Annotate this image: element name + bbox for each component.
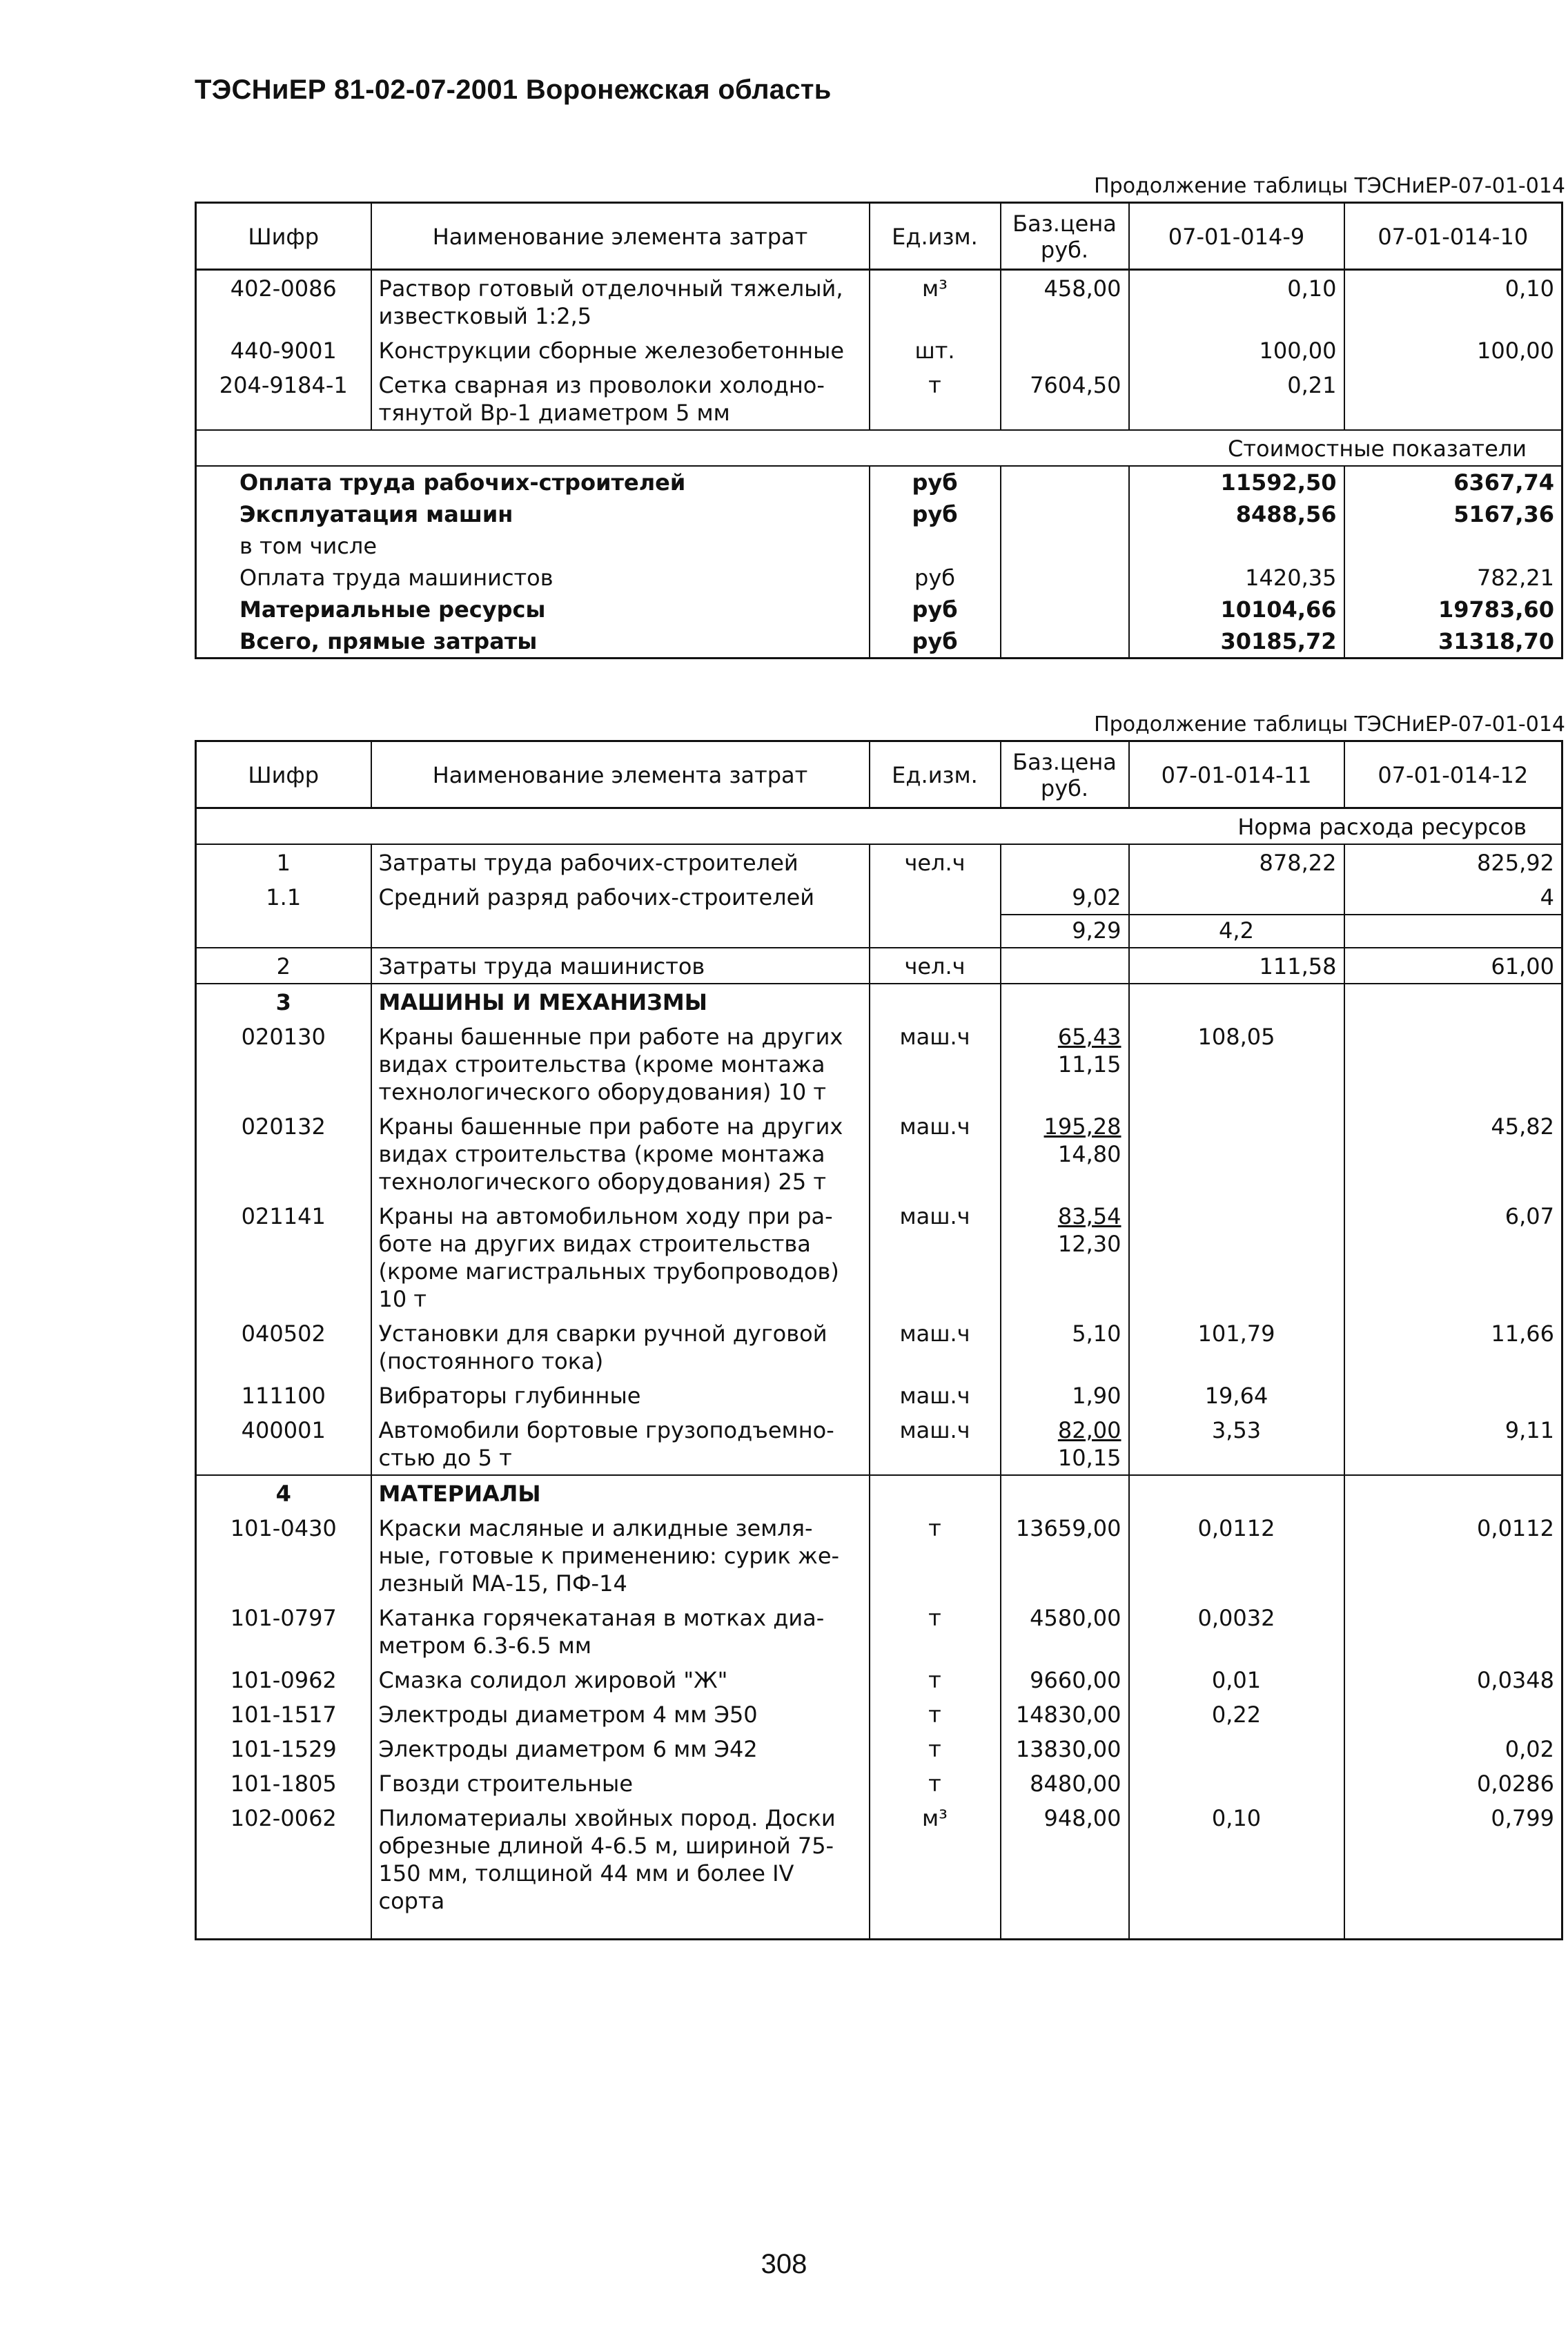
table-row bbox=[196, 1697, 1562, 1731]
table-row bbox=[196, 1600, 1562, 1662]
table-2-header-row bbox=[196, 741, 1562, 808]
row-value-b: 11,66 bbox=[1344, 1316, 1562, 1378]
padding-cell bbox=[1129, 1918, 1344, 1940]
summary-value-b: 782,21 bbox=[1344, 562, 1562, 594]
row-code: 440-9001 bbox=[230, 338, 337, 364]
row-code: 1.1 bbox=[266, 884, 302, 910]
row-unit: маш.ч bbox=[870, 1109, 1001, 1198]
table-row bbox=[196, 367, 1562, 430]
summary-label: Всего, прямые затраты bbox=[239, 628, 538, 654]
padding-cell bbox=[1001, 1918, 1129, 1940]
row-name: Краны башенные при работе на других видах строительства (кроме монтажа технологического оборудования) 10 т bbox=[371, 1019, 870, 1109]
row-name: Пиломатериалы хвойных пород. Доски обрезные длиной 4-6.5 м, шириной 75-150 мм, толщиной 44 мм и более IV сорта bbox=[371, 1800, 870, 1918]
row-name: Средний разряд рабочих-строителей bbox=[371, 879, 870, 948]
row-price: 13830,00 bbox=[1001, 1731, 1129, 1766]
col-unit-header: Ед.изм. bbox=[870, 741, 1001, 808]
row-price bbox=[1001, 333, 1129, 367]
row-price: 4580,00 bbox=[1001, 1600, 1129, 1662]
row-name: Автомобили бортовые грузоподъемно-стью до 5 т bbox=[371, 1412, 870, 1475]
summary-value-b: 6367,74 bbox=[1344, 466, 1562, 498]
row-value-a: 0,0032 bbox=[1129, 1600, 1344, 1662]
table-2-banner-row bbox=[196, 808, 1562, 845]
row-name: Краски масляные и алкидные земля-ные, готовые к применению: сурик же-лезный МА-15, ПФ-14 bbox=[371, 1510, 870, 1600]
summary-value-b: 19783,60 bbox=[1344, 594, 1562, 625]
row-value-a: 0,10 bbox=[1129, 1800, 1344, 1918]
col-a-header: 07-01-014-11 bbox=[1129, 741, 1344, 808]
price-main: 5,10 bbox=[1072, 1320, 1121, 1347]
section-header-row bbox=[196, 1475, 1562, 1510]
page-number: 308 bbox=[761, 2249, 807, 2279]
grade-price-2: 9,29 bbox=[1001, 914, 1128, 944]
summary-unit: руб bbox=[870, 498, 1001, 530]
row-code: 400001 bbox=[241, 1417, 326, 1443]
table-2-banner: Норма расхода ресурсов bbox=[196, 808, 1562, 845]
row-code: 101-0797 bbox=[230, 1605, 337, 1631]
col-a-header: 07-01-014-9 bbox=[1129, 203, 1344, 270]
row-code: 204-9184-1 bbox=[219, 372, 348, 398]
row-value-b: 0,0112 bbox=[1344, 1510, 1562, 1600]
row-unit: маш.ч bbox=[870, 1412, 1001, 1475]
table-bottom-padding bbox=[196, 1918, 1562, 1940]
row-name: Раствор готовый отделочный тяжелый, известковый 1:2,5 bbox=[371, 270, 870, 333]
row-name: Гвозди строительные bbox=[371, 1766, 870, 1800]
section-code: 4 bbox=[196, 1475, 371, 1510]
row-code: 101-1805 bbox=[230, 1771, 337, 1797]
table-row bbox=[196, 844, 1562, 879]
row-value-b: 9,11 bbox=[1344, 1412, 1562, 1475]
row-name: Электроды диаметром 6 мм Э42 bbox=[371, 1731, 870, 1766]
row-value-a bbox=[1129, 879, 1344, 948]
row-name: Затраты труда рабочих-строителей bbox=[371, 844, 870, 879]
row-value-b bbox=[1344, 1378, 1562, 1412]
row-price bbox=[1001, 1378, 1129, 1412]
row-value-a: 100,00 bbox=[1129, 333, 1344, 367]
row-unit: т bbox=[870, 1662, 1001, 1697]
col-code-header: Шифр bbox=[196, 741, 371, 808]
row-name: Установки для сварки ручной дуговой (постоянного тока) bbox=[371, 1316, 870, 1378]
row-code: 402-0086 bbox=[230, 275, 337, 302]
summary-value-a: 11592,50 bbox=[1129, 466, 1344, 498]
padding-cell bbox=[196, 1918, 371, 1940]
row-code: 020130 bbox=[241, 1024, 326, 1050]
section-title: МАТЕРИАЛЫ bbox=[371, 1475, 870, 1510]
summary-value-b: 5167,36 bbox=[1344, 498, 1562, 530]
row-name: Электроды диаметром 4 мм Э50 bbox=[371, 1697, 870, 1731]
row-code: 1 bbox=[276, 850, 291, 876]
row-value-a: 878,22 bbox=[1129, 844, 1344, 879]
row-unit bbox=[870, 879, 1001, 948]
row-unit: м³ bbox=[870, 270, 1001, 333]
padding-cell bbox=[870, 1918, 1001, 1940]
row-value-b bbox=[1344, 1697, 1562, 1731]
price-wage: 11,15 bbox=[1057, 1051, 1121, 1078]
row-price: 13659,00 bbox=[1001, 1510, 1129, 1600]
summary-label: Оплата труда машинистов bbox=[239, 565, 553, 591]
price-wage: 14,80 bbox=[1057, 1141, 1121, 1167]
row-value-a: 111,58 bbox=[1129, 948, 1344, 984]
price-wage: 12,30 bbox=[1057, 1231, 1121, 1257]
table-1-caption: Продолжение таблицы ТЭСНиЕР-07-01-014 bbox=[1094, 174, 1565, 198]
row-unit: шт. bbox=[870, 333, 1001, 367]
summary-price bbox=[1001, 594, 1129, 625]
page-title: ТЭСНиЕР 81-02-07-2001 Воронежская область bbox=[195, 75, 832, 105]
table-row bbox=[196, 1316, 1562, 1378]
summary-unit: руб bbox=[870, 466, 1001, 498]
table-2-grid bbox=[195, 740, 1563, 1940]
table-row bbox=[196, 1378, 1562, 1412]
row-name: Краны башенные при работе на других видах строительства (кроме монтажа технологического оборудования) 25 т bbox=[371, 1109, 870, 1198]
price-main: 83,54 bbox=[1057, 1203, 1121, 1229]
col-price-header: Баз.цена руб. bbox=[1001, 741, 1129, 808]
row-price bbox=[1001, 1316, 1129, 1378]
materials-rows bbox=[196, 1510, 1562, 1940]
row-price bbox=[1001, 1109, 1129, 1198]
row-value-b: 0,0286 bbox=[1344, 1766, 1562, 1800]
row-price bbox=[1001, 1198, 1129, 1316]
row-name: Краны на автомобильном ходу при ра-боте на других видах строительства (кроме магистральных трубопроводов) 10 т bbox=[371, 1198, 870, 1316]
row-unit: т bbox=[870, 1510, 1001, 1600]
summary-value-a: 30185,72 bbox=[1129, 625, 1344, 659]
col-b-header: 07-01-014-10 bbox=[1344, 203, 1562, 270]
row-value-b: 6,07 bbox=[1344, 1198, 1562, 1316]
row-code: 040502 bbox=[241, 1320, 326, 1347]
row-name: Конструкции сборные железобетонные bbox=[371, 333, 870, 367]
section-header-row bbox=[196, 984, 1562, 1019]
padding-cell bbox=[1344, 1918, 1562, 1940]
row-code: 101-0430 bbox=[230, 1515, 337, 1541]
price-main: 195,28 bbox=[1043, 1113, 1121, 1140]
table-row bbox=[196, 270, 1562, 333]
row-value-a: 0,22 bbox=[1129, 1697, 1344, 1731]
row-price: 458,00 bbox=[1001, 270, 1129, 333]
summary-price bbox=[1001, 530, 1129, 562]
row-code: 101-0962 bbox=[230, 1667, 337, 1693]
row-value-a: 19,64 bbox=[1129, 1378, 1344, 1412]
table-row bbox=[196, 1731, 1562, 1766]
row-price: 7604,50 bbox=[1001, 367, 1129, 430]
row-value-a: 101,79 bbox=[1129, 1316, 1344, 1378]
table-1-summary bbox=[196, 466, 1562, 659]
table-1-banner: Стоимостные показатели bbox=[196, 430, 1562, 466]
price-main: 1,90 bbox=[1072, 1383, 1121, 1409]
col-b-header: 07-01-014-12 bbox=[1344, 741, 1562, 808]
summary-value-a bbox=[1129, 530, 1344, 562]
row-value-b bbox=[1344, 879, 1562, 948]
padding-cell bbox=[371, 1918, 870, 1940]
summary-value-b bbox=[1344, 530, 1562, 562]
summary-row bbox=[196, 498, 1562, 530]
table-row bbox=[196, 1800, 1562, 1918]
row-unit: т bbox=[870, 1600, 1001, 1662]
row-value-b: 0,10 bbox=[1344, 270, 1562, 333]
table-2-caption: Продолжение таблицы ТЭСНиЕР-07-01-014 bbox=[1094, 712, 1565, 737]
row-value-b: 0,0348 bbox=[1344, 1662, 1562, 1697]
grade-price-1: 9,02 bbox=[1072, 884, 1121, 910]
row-price: 9660,00 bbox=[1001, 1662, 1129, 1697]
summary-value-a: 1420,35 bbox=[1129, 562, 1344, 594]
row-price: 8480,00 bbox=[1001, 1766, 1129, 1800]
summary-value-a: 8488,56 bbox=[1129, 498, 1344, 530]
table-row bbox=[196, 1510, 1562, 1600]
col-unit-header: Ед.изм. bbox=[870, 203, 1001, 270]
row-price bbox=[1001, 1412, 1129, 1475]
row-value-b bbox=[1344, 367, 1562, 430]
grade-value-a: 4,2 bbox=[1130, 914, 1344, 944]
grade-value-b: 4 bbox=[1540, 884, 1554, 910]
summary-label: Эксплуатация машин bbox=[239, 501, 513, 527]
table-1-header-row bbox=[196, 203, 1562, 270]
summary-price bbox=[1001, 625, 1129, 659]
summary-unit: руб bbox=[870, 594, 1001, 625]
table-row bbox=[196, 1019, 1562, 1109]
table-1 bbox=[195, 174, 1565, 659]
row-value-a bbox=[1129, 1766, 1344, 1800]
summary-value-a: 10104,66 bbox=[1129, 594, 1344, 625]
col-code-header: Шифр bbox=[196, 203, 371, 270]
row-value-a: 0,0112 bbox=[1129, 1510, 1344, 1600]
summary-row bbox=[196, 562, 1562, 594]
summary-price bbox=[1001, 466, 1129, 498]
table-row bbox=[196, 1198, 1562, 1316]
row-unit: чел.ч bbox=[870, 844, 1001, 879]
table-row bbox=[196, 1109, 1562, 1198]
row-price bbox=[1001, 844, 1129, 879]
row-code: 102-0062 bbox=[230, 1805, 337, 1831]
summary-unit bbox=[870, 530, 1001, 562]
row-code: 2 bbox=[196, 948, 371, 984]
row-code: 101-1517 bbox=[230, 1702, 337, 1728]
summary-price bbox=[1001, 498, 1129, 530]
summary-row bbox=[196, 530, 1562, 562]
col-name-header: Наименование элемента затрат bbox=[371, 741, 870, 808]
row-code: 020132 bbox=[241, 1113, 326, 1140]
row-value-b bbox=[1344, 1019, 1562, 1109]
summary-label: Оплата труда рабочих-строителей bbox=[239, 469, 686, 496]
summary-price bbox=[1001, 562, 1129, 594]
col-name-header: Наименование элемента затрат bbox=[371, 203, 870, 270]
col-price-header: Баз.цена руб. bbox=[1001, 203, 1129, 270]
section-code: 3 bbox=[196, 984, 371, 1019]
row-code: 021141 bbox=[241, 1203, 326, 1229]
row-price bbox=[1001, 1019, 1129, 1109]
summary-row bbox=[196, 594, 1562, 625]
table-1-rows bbox=[196, 270, 1562, 431]
row-unit: т bbox=[870, 367, 1001, 430]
row-unit: маш.ч bbox=[870, 1019, 1001, 1109]
table-row bbox=[196, 1766, 1562, 1800]
table-row bbox=[196, 1412, 1562, 1475]
table-1-banner-row bbox=[196, 430, 1562, 466]
table-2 bbox=[195, 712, 1565, 1940]
row-value-a: 0,10 bbox=[1129, 270, 1344, 333]
row-value-b: 45,82 bbox=[1344, 1109, 1562, 1198]
row-unit: т bbox=[870, 1766, 1001, 1800]
row-price: 14830,00 bbox=[1001, 1697, 1129, 1731]
row-value-b: 100,00 bbox=[1344, 333, 1562, 367]
row-unit: маш.ч bbox=[870, 1378, 1001, 1412]
row-name: Сетка сварная из проволоки холодно-тянутой Вр-1 диаметром 5 мм bbox=[371, 367, 870, 430]
summary-unit: руб bbox=[870, 625, 1001, 659]
row-name: Катанка горячекатаная в мотках диа-метром 6.3-6.5 мм bbox=[371, 1600, 870, 1662]
row-value-a bbox=[1129, 1109, 1344, 1198]
row-code: 111100 bbox=[241, 1383, 326, 1409]
row-value-b: 61,00 bbox=[1344, 948, 1562, 984]
row-name: Вибраторы глубинные bbox=[371, 1378, 870, 1412]
row-value-a: 108,05 bbox=[1129, 1019, 1344, 1109]
price-main: 82,00 bbox=[1057, 1417, 1121, 1443]
machines-rows bbox=[196, 1019, 1562, 1475]
row-value-b: 825,92 bbox=[1344, 844, 1562, 879]
row-value-b: 0,799 bbox=[1344, 1800, 1562, 1918]
row-unit: чел.ч bbox=[870, 948, 1001, 984]
price-wage: 10,15 bbox=[1057, 1445, 1121, 1471]
summary-unit: руб bbox=[870, 562, 1001, 594]
table-row bbox=[196, 948, 1562, 984]
table-1-grid bbox=[195, 202, 1563, 659]
row-value-b: 0,02 bbox=[1344, 1731, 1562, 1766]
table-row bbox=[196, 1662, 1562, 1697]
summary-row bbox=[196, 466, 1562, 498]
table-row bbox=[196, 879, 1562, 948]
summary-label: Материальные ресурсы bbox=[239, 596, 546, 623]
price-main: 65,43 bbox=[1057, 1024, 1121, 1050]
row-name: Смазка солидол жировой "Ж" bbox=[371, 1662, 870, 1697]
row-price bbox=[1001, 948, 1129, 984]
row-unit: маш.ч bbox=[870, 1316, 1001, 1378]
summary-row bbox=[196, 625, 1562, 659]
row-value-a: 3,53 bbox=[1129, 1412, 1344, 1475]
row-value-a bbox=[1129, 1731, 1344, 1766]
row-value-a: 0,01 bbox=[1129, 1662, 1344, 1697]
row-price bbox=[1001, 879, 1129, 948]
row-value-a: 0,21 bbox=[1129, 367, 1344, 430]
row-value-a bbox=[1129, 1198, 1344, 1316]
row-unit: м³ bbox=[870, 1800, 1001, 1918]
row-name: Затраты труда машинистов bbox=[371, 948, 870, 984]
summary-label: в том числе bbox=[239, 533, 377, 559]
row-unit: т bbox=[870, 1697, 1001, 1731]
table-row bbox=[196, 333, 1562, 367]
row-price: 948,00 bbox=[1001, 1800, 1129, 1918]
section-title: МАШИНЫ И МЕХАНИЗМЫ bbox=[371, 984, 870, 1019]
row-value-b bbox=[1344, 1600, 1562, 1662]
row-code: 101-1529 bbox=[230, 1736, 337, 1762]
row-unit: маш.ч bbox=[870, 1198, 1001, 1316]
row-unit: т bbox=[870, 1731, 1001, 1766]
summary-value-b: 31318,70 bbox=[1344, 625, 1562, 659]
